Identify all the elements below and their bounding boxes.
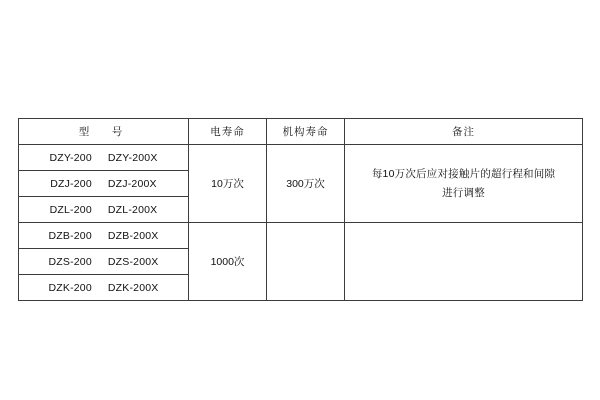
note-line-2: 进行调整 (442, 186, 485, 199)
mechanical-life-group-1: 300万次 (267, 145, 345, 223)
model-cell (19, 223, 189, 249)
electrical-life-group-2: 1000次 (189, 223, 267, 301)
model-code-primary: DZB-200 (48, 229, 92, 242)
note-line-1: 每10万次后应对接触片的超行程和间隙 (371, 167, 556, 180)
model-code-variant: DZS-200X (107, 255, 159, 268)
column-header-mechanical-life: 机构寿命 (267, 119, 345, 145)
column-header-model: 型 号 (19, 119, 189, 145)
table-row (19, 145, 583, 171)
column-header-note: 备注 (345, 119, 583, 145)
model-code-primary: DZY-200 (49, 151, 92, 164)
model-code-variant: DZY-200X (107, 151, 158, 164)
model-cell (19, 145, 189, 171)
model-code-primary: DZK-200 (48, 281, 92, 294)
note-cell (345, 145, 583, 223)
note-cell-empty (345, 223, 583, 301)
electrical-life-group-1: 10万次 (189, 145, 267, 223)
model-code-variant: DZB-200X (107, 229, 159, 242)
model-cell (19, 197, 189, 223)
model-code-variant: DZJ-200X (107, 177, 157, 190)
model-cell (19, 249, 189, 275)
model-cell (19, 275, 189, 301)
model-code-variant: DZK-200X (107, 281, 159, 294)
specification-table (18, 118, 583, 301)
model-code-primary: DZJ-200 (50, 177, 92, 190)
model-code-primary: DZS-200 (48, 255, 92, 268)
table-row (19, 223, 583, 249)
model-code-variant: DZL-200X (107, 203, 158, 216)
table-header-row (19, 119, 583, 145)
column-header-electrical-life: 电寿命 (189, 119, 267, 145)
model-code-primary: DZL-200 (49, 203, 92, 216)
mechanical-life-group-2 (267, 223, 345, 301)
model-cell (19, 171, 189, 197)
